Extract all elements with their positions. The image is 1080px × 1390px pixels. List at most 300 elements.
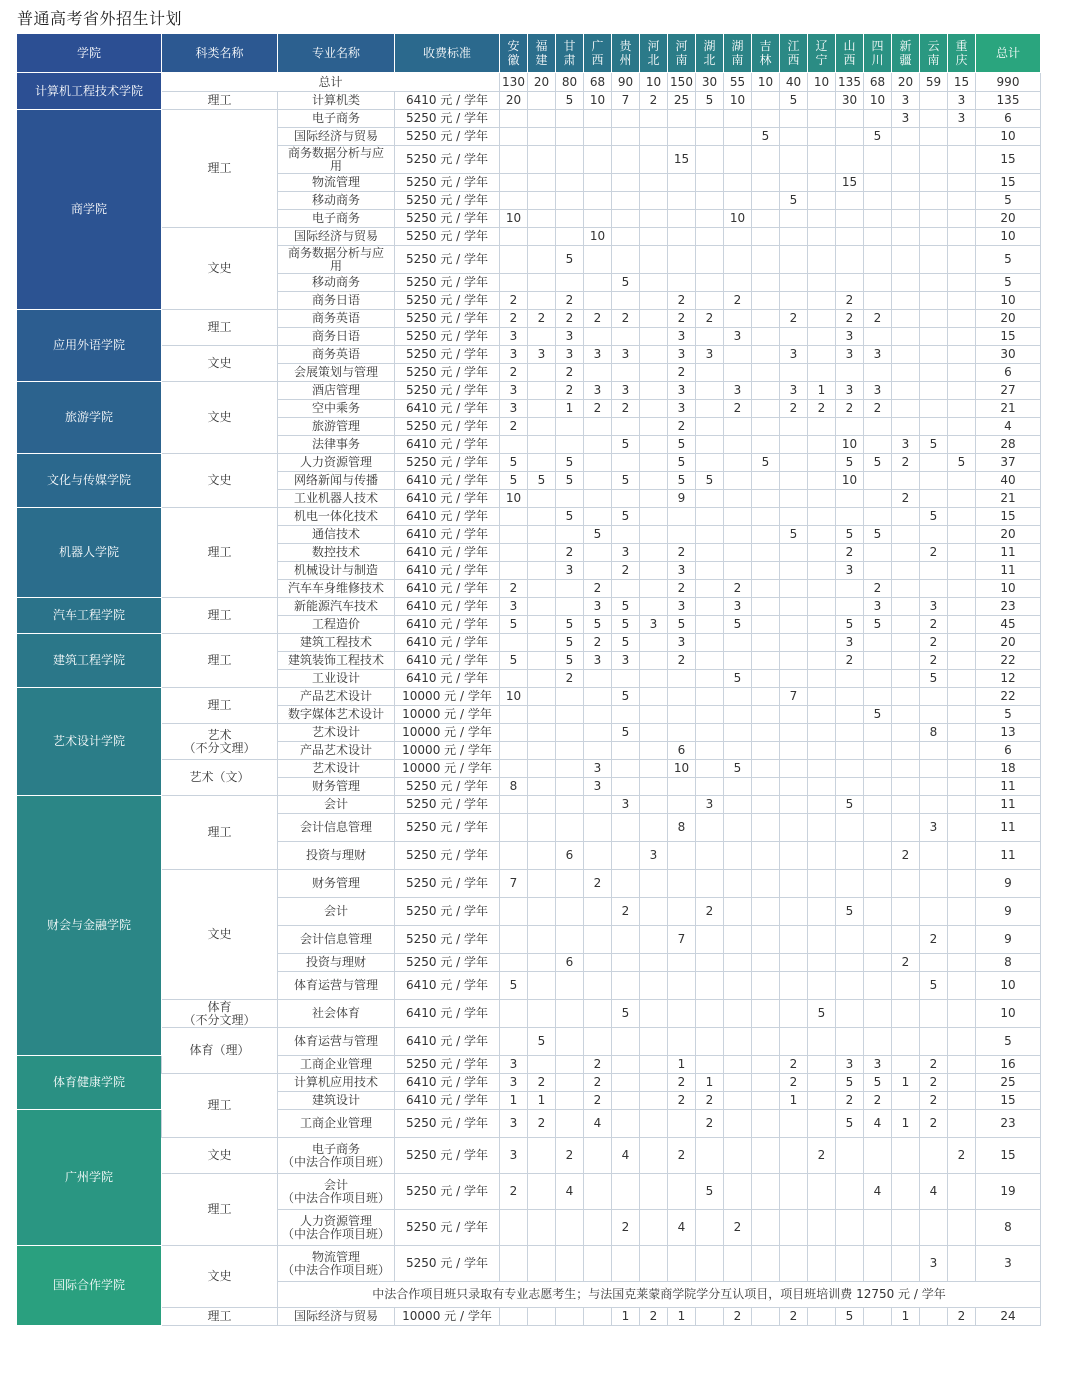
major-cell: 工商企业管理 bbox=[278, 1056, 395, 1074]
quota-cell bbox=[528, 562, 556, 580]
quota-cell bbox=[640, 210, 668, 228]
quota-cell bbox=[752, 972, 780, 1000]
quota-cell: 2 bbox=[556, 310, 584, 328]
table-row bbox=[17, 1000, 1041, 1028]
quota-cell bbox=[780, 926, 808, 954]
row-total: 15 bbox=[976, 1138, 1041, 1174]
quota-cell bbox=[948, 634, 976, 652]
quota-cell bbox=[752, 562, 780, 580]
quota-cell: 4 bbox=[584, 1110, 612, 1138]
quota-cell bbox=[892, 246, 920, 274]
quota-cell bbox=[584, 954, 612, 972]
quota-cell: 2 bbox=[612, 562, 640, 580]
quota-cell bbox=[696, 128, 724, 146]
college-name: 建筑工程学院 bbox=[17, 634, 162, 688]
quota-cell bbox=[612, 1028, 640, 1056]
quota-cell bbox=[696, 526, 724, 544]
quota-cell bbox=[808, 364, 836, 382]
quota-cell bbox=[808, 292, 836, 310]
quota-cell bbox=[808, 562, 836, 580]
quota-cell bbox=[500, 742, 528, 760]
quota-cell bbox=[500, 526, 528, 544]
quota-cell: 5 bbox=[836, 454, 864, 472]
quota-cell bbox=[640, 192, 668, 210]
quota-cell bbox=[864, 1308, 892, 1326]
quota-cell bbox=[892, 192, 920, 210]
major-cell: 工商企业管理 bbox=[278, 1110, 395, 1138]
quota-cell bbox=[584, 292, 612, 310]
quota-cell: 5 bbox=[500, 972, 528, 1000]
row-total: 6 bbox=[976, 110, 1041, 128]
header-province: 甘 肃 bbox=[556, 34, 584, 73]
quota-cell bbox=[752, 472, 780, 490]
quota-cell bbox=[556, 1210, 584, 1246]
quota-cell: 5 bbox=[556, 454, 584, 472]
quota-cell bbox=[920, 246, 948, 274]
quota-cell bbox=[528, 436, 556, 454]
quota-cell bbox=[920, 796, 948, 814]
quota-cell: 10 bbox=[836, 472, 864, 490]
quota-cell bbox=[752, 192, 780, 210]
quota-cell bbox=[752, 246, 780, 274]
quota-cell bbox=[584, 1138, 612, 1174]
quota-cell bbox=[696, 688, 724, 706]
quota-cell bbox=[920, 778, 948, 796]
quota-cell bbox=[752, 1110, 780, 1138]
quota-cell bbox=[640, 364, 668, 382]
quota-cell: 6 bbox=[668, 742, 696, 760]
quota-cell bbox=[948, 580, 976, 598]
quota-cell bbox=[528, 634, 556, 652]
quota-cell bbox=[808, 1210, 836, 1246]
major-cell: 商务数据分析与应 用 bbox=[278, 246, 395, 274]
quota-cell bbox=[948, 870, 976, 898]
quota-cell bbox=[836, 274, 864, 292]
fee-cell: 5250 元 / 学年 bbox=[395, 346, 500, 364]
quota-cell bbox=[640, 778, 668, 796]
quota-cell: 5 bbox=[668, 436, 696, 454]
quota-cell bbox=[808, 418, 836, 436]
quota-cell bbox=[808, 778, 836, 796]
major-cell: 电子商务 bbox=[278, 210, 395, 228]
quota-cell bbox=[920, 1000, 948, 1028]
quota-cell: 3 bbox=[500, 598, 528, 616]
major-cell: 空中乘务 bbox=[278, 400, 395, 418]
quota-cell bbox=[948, 954, 976, 972]
quota-cell bbox=[696, 724, 724, 742]
fee-cell: 6410 元 / 学年 bbox=[395, 580, 500, 598]
quota-cell: 2 bbox=[696, 1110, 724, 1138]
quota-cell bbox=[864, 814, 892, 842]
quota-cell bbox=[724, 1174, 752, 1210]
quota-cell bbox=[836, 1246, 864, 1282]
major-cell: 会计信息管理 bbox=[278, 814, 395, 842]
quota-cell bbox=[752, 688, 780, 706]
header-province: 湖 北 bbox=[696, 34, 724, 73]
quota-cell: 3 bbox=[836, 1056, 864, 1074]
row-total: 3 bbox=[976, 1246, 1041, 1282]
quota-cell bbox=[696, 1308, 724, 1326]
quota-cell bbox=[528, 1000, 556, 1028]
quota-cell bbox=[668, 1028, 696, 1056]
quota-cell bbox=[640, 1074, 668, 1092]
row-total: 11 bbox=[976, 562, 1041, 580]
quota-cell: 5 bbox=[584, 526, 612, 544]
header-province: 湖 南 bbox=[724, 34, 752, 73]
quota-cell: 5 bbox=[500, 454, 528, 472]
quota-cell: 2 bbox=[864, 310, 892, 328]
quota-cell bbox=[836, 972, 864, 1000]
quota-cell bbox=[556, 110, 584, 128]
quota-cell bbox=[640, 926, 668, 954]
quota-cell bbox=[528, 742, 556, 760]
quota-cell bbox=[696, 1138, 724, 1174]
fee-cell: 5250 元 / 学年 bbox=[395, 1246, 500, 1282]
quota-cell bbox=[864, 1000, 892, 1028]
quota-cell bbox=[752, 760, 780, 778]
quota-cell bbox=[696, 742, 724, 760]
quota-cell bbox=[920, 274, 948, 292]
fee-cell: 10000 元 / 学年 bbox=[395, 760, 500, 778]
major-cell: 物流管理 bbox=[278, 174, 395, 192]
quota-cell: 3 bbox=[556, 328, 584, 346]
quota-cell bbox=[836, 926, 864, 954]
quota-cell bbox=[752, 616, 780, 634]
quota-cell: 3 bbox=[836, 634, 864, 652]
quota-cell bbox=[528, 364, 556, 382]
quota-cell bbox=[752, 706, 780, 724]
quota-cell bbox=[920, 526, 948, 544]
major-cell: 通信技术 bbox=[278, 526, 395, 544]
quota-cell bbox=[836, 842, 864, 870]
quota-cell bbox=[528, 796, 556, 814]
quota-cell bbox=[696, 174, 724, 192]
quota-cell bbox=[836, 146, 864, 174]
row-total: 20 bbox=[976, 526, 1041, 544]
summary-cell: 135 bbox=[836, 73, 864, 92]
fee-cell: 5250 元 / 学年 bbox=[395, 246, 500, 274]
major-cell: 建筑装饰工程技术 bbox=[278, 652, 395, 670]
quota-cell bbox=[864, 972, 892, 1000]
quota-cell bbox=[808, 1174, 836, 1210]
quota-cell bbox=[752, 634, 780, 652]
fee-cell: 5250 元 / 学年 bbox=[395, 1210, 500, 1246]
quota-cell bbox=[724, 192, 752, 210]
quota-cell bbox=[752, 954, 780, 972]
quota-cell: 2 bbox=[584, 870, 612, 898]
quota-cell: 3 bbox=[612, 544, 640, 562]
quota-cell bbox=[836, 1138, 864, 1174]
quota-cell bbox=[780, 1210, 808, 1246]
quota-cell: 3 bbox=[864, 1056, 892, 1074]
quota-cell: 5 bbox=[612, 472, 640, 490]
quota-cell bbox=[500, 1308, 528, 1326]
quota-cell bbox=[556, 688, 584, 706]
quota-cell: 3 bbox=[668, 382, 696, 400]
quota-cell bbox=[640, 1174, 668, 1210]
quota-cell: 10 bbox=[836, 436, 864, 454]
quota-cell bbox=[864, 688, 892, 706]
quota-cell bbox=[640, 472, 668, 490]
quota-cell bbox=[836, 778, 864, 796]
quota-cell bbox=[724, 634, 752, 652]
quota-cell bbox=[920, 192, 948, 210]
quota-cell bbox=[724, 110, 752, 128]
quota-cell bbox=[780, 1174, 808, 1210]
quota-cell bbox=[780, 760, 808, 778]
quota-cell bbox=[864, 1246, 892, 1282]
quota-cell bbox=[584, 544, 612, 562]
quota-cell: 2 bbox=[668, 1092, 696, 1110]
quota-cell bbox=[500, 562, 528, 580]
quota-cell: 3 bbox=[500, 1110, 528, 1138]
quota-cell: 10 bbox=[500, 210, 528, 228]
quota-cell bbox=[920, 364, 948, 382]
quota-cell bbox=[724, 228, 752, 246]
quota-cell: 2 bbox=[920, 1110, 948, 1138]
quota-cell bbox=[836, 760, 864, 778]
quota-cell: 2 bbox=[780, 310, 808, 328]
quota-cell: 2 bbox=[612, 898, 640, 926]
quota-cell bbox=[752, 146, 780, 174]
quota-cell bbox=[584, 436, 612, 454]
quota-cell bbox=[948, 346, 976, 364]
row-total: 11 bbox=[976, 544, 1041, 562]
quota-cell bbox=[584, 1210, 612, 1246]
quota-cell bbox=[780, 954, 808, 972]
fee-cell: 6410 元 / 学年 bbox=[395, 436, 500, 454]
quota-cell bbox=[836, 192, 864, 210]
quota-cell: 3 bbox=[500, 1138, 528, 1174]
quota-cell: 5 bbox=[948, 454, 976, 472]
quota-cell bbox=[696, 778, 724, 796]
quota-cell bbox=[640, 526, 668, 544]
quota-cell: 2 bbox=[500, 1174, 528, 1210]
quota-cell bbox=[836, 580, 864, 598]
quota-cell bbox=[528, 580, 556, 598]
quota-cell: 25 bbox=[668, 92, 696, 110]
quota-cell: 5 bbox=[612, 508, 640, 526]
quota-cell bbox=[696, 1000, 724, 1028]
fee-cell: 5250 元 / 学年 bbox=[395, 926, 500, 954]
quota-cell bbox=[920, 346, 948, 364]
quota-cell bbox=[500, 706, 528, 724]
fee-cell: 5250 元 / 学年 bbox=[395, 842, 500, 870]
enrollment-plan-table bbox=[16, 33, 1041, 1326]
row-total: 19 bbox=[976, 1174, 1041, 1210]
quota-cell bbox=[808, 508, 836, 526]
fee-cell: 5250 元 / 学年 bbox=[395, 228, 500, 246]
quota-cell: 5 bbox=[696, 1174, 724, 1210]
quota-cell: 2 bbox=[836, 400, 864, 418]
quota-cell bbox=[892, 742, 920, 760]
quota-cell: 2 bbox=[640, 92, 668, 110]
quota-cell bbox=[864, 1210, 892, 1246]
quota-cell bbox=[752, 110, 780, 128]
quota-cell bbox=[584, 490, 612, 508]
header-total: 总计 bbox=[976, 34, 1041, 73]
quota-cell: 2 bbox=[668, 1074, 696, 1092]
quota-cell bbox=[864, 364, 892, 382]
quota-cell: 7 bbox=[668, 926, 696, 954]
quota-cell bbox=[920, 174, 948, 192]
quota-cell: 3 bbox=[584, 760, 612, 778]
quota-cell bbox=[640, 724, 668, 742]
quota-cell bbox=[920, 562, 948, 580]
quota-cell bbox=[864, 328, 892, 346]
quota-cell bbox=[640, 310, 668, 328]
quota-cell: 10 bbox=[500, 490, 528, 508]
quota-cell: 3 bbox=[640, 842, 668, 870]
quota-cell: 4 bbox=[864, 1174, 892, 1210]
quota-cell bbox=[948, 246, 976, 274]
quota-cell: 2 bbox=[612, 400, 640, 418]
quota-cell bbox=[864, 110, 892, 128]
quota-cell: 2 bbox=[892, 454, 920, 472]
college-name: 财会与金融学院 bbox=[17, 796, 162, 1056]
quota-cell: 3 bbox=[724, 598, 752, 616]
quota-cell bbox=[696, 146, 724, 174]
major-cell: 财务管理 bbox=[278, 778, 395, 796]
enrollment-plan-table-wrapper bbox=[16, 33, 1040, 1326]
quota-cell bbox=[752, 1138, 780, 1174]
quota-cell bbox=[556, 1000, 584, 1028]
quota-cell bbox=[780, 292, 808, 310]
quota-cell: 5 bbox=[724, 670, 752, 688]
quota-cell bbox=[780, 1000, 808, 1028]
quota-cell bbox=[948, 842, 976, 870]
quota-cell bbox=[920, 228, 948, 246]
quota-cell: 5 bbox=[752, 454, 780, 472]
quota-cell bbox=[780, 472, 808, 490]
quota-cell bbox=[752, 1000, 780, 1028]
quota-cell bbox=[780, 274, 808, 292]
summary-total: 990 bbox=[976, 73, 1041, 92]
quota-cell bbox=[724, 972, 752, 1000]
quota-cell bbox=[752, 382, 780, 400]
quota-cell bbox=[668, 972, 696, 1000]
quota-cell bbox=[780, 562, 808, 580]
quota-cell bbox=[696, 814, 724, 842]
quota-cell bbox=[780, 1138, 808, 1174]
quota-cell bbox=[948, 670, 976, 688]
fee-cell: 6410 元 / 学年 bbox=[395, 400, 500, 418]
quota-cell bbox=[584, 328, 612, 346]
quota-cell bbox=[808, 246, 836, 274]
fee-cell: 10000 元 / 学年 bbox=[395, 724, 500, 742]
quota-cell bbox=[612, 174, 640, 192]
quota-cell bbox=[584, 128, 612, 146]
quota-cell bbox=[892, 898, 920, 926]
major-cell: 产品艺术设计 bbox=[278, 688, 395, 706]
quota-cell bbox=[864, 146, 892, 174]
quota-cell bbox=[724, 128, 752, 146]
quota-cell bbox=[696, 1028, 724, 1056]
quota-cell bbox=[808, 1092, 836, 1110]
quota-cell bbox=[836, 870, 864, 898]
quota-cell bbox=[948, 926, 976, 954]
row-total: 10 bbox=[976, 972, 1041, 1000]
quota-cell bbox=[864, 778, 892, 796]
page-title: 普通高考省外招生计划 bbox=[17, 9, 183, 28]
row-total: 15 bbox=[976, 508, 1041, 526]
quota-cell bbox=[836, 598, 864, 616]
quota-cell bbox=[528, 1210, 556, 1246]
quota-cell: 2 bbox=[836, 652, 864, 670]
quota-cell bbox=[724, 870, 752, 898]
quota-cell bbox=[500, 436, 528, 454]
quota-cell bbox=[920, 1308, 948, 1326]
category-cell: 文史 bbox=[162, 346, 278, 382]
quota-cell bbox=[920, 898, 948, 926]
quota-cell bbox=[528, 92, 556, 110]
quota-cell bbox=[836, 724, 864, 742]
quota-cell bbox=[892, 1138, 920, 1174]
quota-cell bbox=[920, 472, 948, 490]
quota-cell bbox=[892, 634, 920, 652]
quota-cell: 2 bbox=[584, 1092, 612, 1110]
quota-cell bbox=[864, 842, 892, 870]
quota-cell bbox=[696, 580, 724, 598]
quota-cell bbox=[640, 292, 668, 310]
quota-cell: 2 bbox=[724, 400, 752, 418]
quota-cell bbox=[948, 598, 976, 616]
quota-cell: 3 bbox=[584, 778, 612, 796]
quota-cell bbox=[920, 1138, 948, 1174]
quota-cell: 1 bbox=[500, 1092, 528, 1110]
quota-cell bbox=[556, 742, 584, 760]
quota-cell bbox=[612, 328, 640, 346]
category-cell: 文史 bbox=[162, 1246, 278, 1308]
quota-cell bbox=[948, 1210, 976, 1246]
major-cell: 数控技术 bbox=[278, 544, 395, 562]
quota-cell bbox=[808, 580, 836, 598]
quota-cell bbox=[724, 364, 752, 382]
quota-cell bbox=[584, 1028, 612, 1056]
quota-cell bbox=[556, 778, 584, 796]
quota-cell bbox=[724, 706, 752, 724]
quota-cell bbox=[780, 724, 808, 742]
quota-cell bbox=[584, 898, 612, 926]
quota-cell bbox=[612, 972, 640, 1000]
quota-cell: 5 bbox=[556, 246, 584, 274]
category-cell: 理工 bbox=[162, 508, 278, 598]
quota-cell: 5 bbox=[612, 634, 640, 652]
quota-cell bbox=[640, 688, 668, 706]
quota-cell bbox=[528, 954, 556, 972]
quota-cell bbox=[668, 192, 696, 210]
quota-cell bbox=[808, 454, 836, 472]
quota-cell bbox=[668, 724, 696, 742]
quota-cell bbox=[668, 870, 696, 898]
quota-cell bbox=[528, 598, 556, 616]
row-total: 8 bbox=[976, 954, 1041, 972]
quota-cell bbox=[612, 192, 640, 210]
quota-cell bbox=[752, 228, 780, 246]
quota-cell: 5 bbox=[584, 616, 612, 634]
quota-cell: 3 bbox=[500, 328, 528, 346]
quota-cell bbox=[724, 814, 752, 842]
table-row bbox=[17, 1074, 1041, 1092]
quota-cell bbox=[584, 972, 612, 1000]
quota-cell: 2 bbox=[780, 1056, 808, 1074]
quota-cell: 2 bbox=[836, 310, 864, 328]
quota-cell bbox=[920, 210, 948, 228]
quota-cell bbox=[920, 310, 948, 328]
quota-cell bbox=[584, 1308, 612, 1326]
quota-cell bbox=[752, 870, 780, 898]
quota-cell: 2 bbox=[696, 898, 724, 926]
